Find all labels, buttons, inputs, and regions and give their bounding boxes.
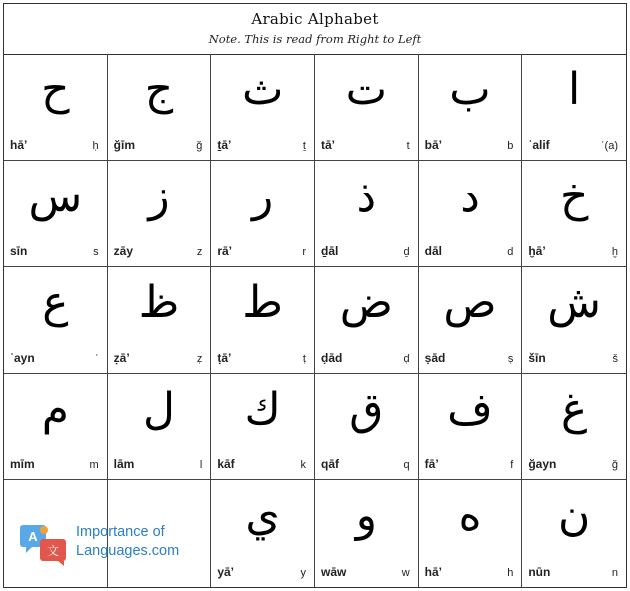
logo-text	[76, 523, 179, 561]
letter-glyph: س	[28, 170, 83, 222]
letter-cell	[4, 374, 108, 481]
letter-glyph: ج	[144, 64, 174, 115]
letter-transliteration: s	[93, 246, 99, 259]
letter-cell	[315, 374, 419, 481]
letter-glyph: ق	[349, 383, 384, 435]
letter-name: qāf	[320, 457, 339, 472]
letter-glyph: ث	[241, 64, 284, 115]
letter-transliteration: z	[196, 246, 203, 259]
letter-transliteration: y	[300, 566, 306, 579]
letter-glyph: ن	[558, 490, 591, 542]
letter-cell	[211, 54, 315, 161]
letter-glyph: غ	[561, 383, 588, 435]
letter-glyph: د	[460, 170, 480, 222]
letter-transliteration: š	[612, 352, 618, 365]
letter-name: ʾalif	[528, 137, 550, 152]
letter-name: ḍād	[320, 350, 343, 365]
letter-transliteration: r	[302, 246, 306, 259]
letter-name: ğayn	[528, 457, 557, 472]
letter-name: dāl	[424, 244, 442, 259]
letter-transliteration: b	[507, 139, 514, 152]
letter-cell	[419, 267, 523, 374]
letter-glyph: ت	[345, 64, 388, 115]
letter-glyph: ل	[143, 383, 175, 435]
logo-line-1: Importance of	[76, 524, 165, 540]
letter-name: tā’	[320, 137, 335, 152]
letter-cell	[419, 54, 523, 161]
letter-glyph: م	[41, 383, 69, 435]
letter-glyph: ك	[244, 383, 281, 435]
letter-transliteration: ẓ	[196, 352, 203, 365]
letter-cell	[211, 267, 315, 374]
letter-name: bā’	[424, 137, 442, 152]
letter-transliteration: ṭ	[302, 352, 306, 365]
letter-transliteration: ʿ	[94, 352, 99, 365]
letter-transliteration: ḥ	[92, 139, 99, 152]
letter-cell	[211, 374, 315, 481]
letter-name: ṣād	[424, 350, 446, 365]
letter-name: zāy	[113, 244, 134, 259]
letter-name: ʿayn	[10, 350, 35, 365]
letter-cell	[4, 54, 108, 161]
letter-glyph: ح	[41, 64, 70, 115]
letter-cell	[211, 161, 315, 268]
letter-cell	[419, 480, 523, 587]
letter-transliteration: ğ	[611, 459, 618, 472]
chart-header	[4, 4, 626, 55]
letter-cell	[522, 267, 626, 374]
letter-cell	[108, 54, 212, 161]
logo-line-2: Languages.com	[76, 543, 180, 559]
letter-transliteration: f	[510, 459, 514, 472]
letter-cell	[419, 161, 523, 268]
letter-glyph: و	[355, 490, 377, 542]
letter-name: mīm	[10, 457, 35, 472]
letter-name: sīn	[10, 244, 28, 259]
letter-transliteration: ḍ	[403, 352, 410, 365]
site-logo[interactable]	[16, 519, 206, 569]
letter-cell	[419, 374, 523, 481]
letter-glyph: ف	[447, 383, 493, 435]
letter-transliteration: ʾ(a)	[600, 139, 618, 152]
chart-title: Arabic Alphabet	[251, 10, 379, 28]
letter-glyph: ع	[42, 277, 69, 329]
letter-name: fā’	[424, 457, 439, 472]
letter-cell	[522, 374, 626, 481]
letter-transliteration: ḫ	[611, 246, 618, 259]
letter-cell	[315, 267, 419, 374]
letter-transliteration: m	[89, 459, 99, 472]
letter-glyph: ب	[449, 64, 491, 115]
letter-glyph: ص	[443, 277, 497, 329]
letter-name: ṭā’	[217, 350, 232, 365]
letter-glyph: ز	[148, 170, 170, 222]
letter-name: ẓā’	[113, 350, 130, 365]
letter-transliteration: ṯ	[302, 139, 306, 152]
letter-grid	[4, 54, 626, 587]
letter-transliteration: ğ	[196, 139, 203, 152]
letter-name: ḫā’	[528, 244, 546, 259]
letter-name: lām	[113, 457, 135, 472]
letter-glyph: ض	[339, 277, 393, 329]
letter-cell	[522, 480, 626, 587]
letter-name: ṯā’	[217, 137, 232, 152]
letter-glyph: ر	[252, 170, 274, 222]
letter-name: ḏāl	[320, 244, 339, 259]
letter-glyph: ظ	[138, 277, 180, 329]
letter-transliteration: d	[507, 246, 514, 259]
letter-transliteration: ṣ	[507, 352, 514, 365]
letter-glyph: ذ	[356, 170, 377, 222]
letter-name: kāf	[217, 457, 235, 472]
letter-transliteration: k	[300, 459, 306, 472]
letter-transliteration: l	[199, 459, 203, 472]
letter-cell	[108, 267, 212, 374]
letter-glyph: ي	[245, 490, 280, 542]
letter-name: wāw	[320, 564, 347, 579]
letter-cell	[522, 54, 626, 161]
letter-transliteration: n	[611, 566, 618, 579]
letter-transliteration: ḏ	[403, 246, 410, 259]
letter-glyph: ه	[458, 490, 482, 542]
chart-subtitle: Note. This is read from Right to Left	[208, 32, 422, 46]
alphabet-chart	[3, 3, 627, 588]
letter-transliteration: t	[406, 139, 410, 152]
letter-name: hā’	[424, 564, 442, 579]
letter-cell	[522, 161, 626, 268]
letter-name: ğīm	[113, 137, 135, 152]
letter-name: nūn	[528, 564, 551, 579]
letter-cell	[108, 374, 212, 481]
letter-name: hā’	[10, 137, 28, 152]
letter-name: rā’	[217, 244, 233, 259]
letter-cell	[315, 161, 419, 268]
letter-cell	[315, 54, 419, 161]
letter-glyph: ط	[242, 277, 283, 329]
letter-cell	[315, 480, 419, 587]
letter-glyph: ش	[547, 277, 602, 329]
letter-glyph: خ	[559, 170, 589, 222]
letter-transliteration: h	[507, 566, 514, 579]
letter-glyph: ا	[568, 64, 581, 115]
svg-text:文: 文	[46, 544, 60, 558]
letter-name: šīn	[528, 350, 546, 365]
letter-name: yā’	[217, 564, 235, 579]
letter-cell	[211, 480, 315, 587]
letter-transliteration: w	[401, 566, 410, 579]
translate-icon	[18, 521, 68, 567]
letter-cell	[108, 161, 212, 268]
letter-cell	[4, 267, 108, 374]
svg-text:A: A	[28, 529, 38, 544]
letter-cell	[4, 161, 108, 268]
letter-transliteration: q	[403, 459, 410, 472]
